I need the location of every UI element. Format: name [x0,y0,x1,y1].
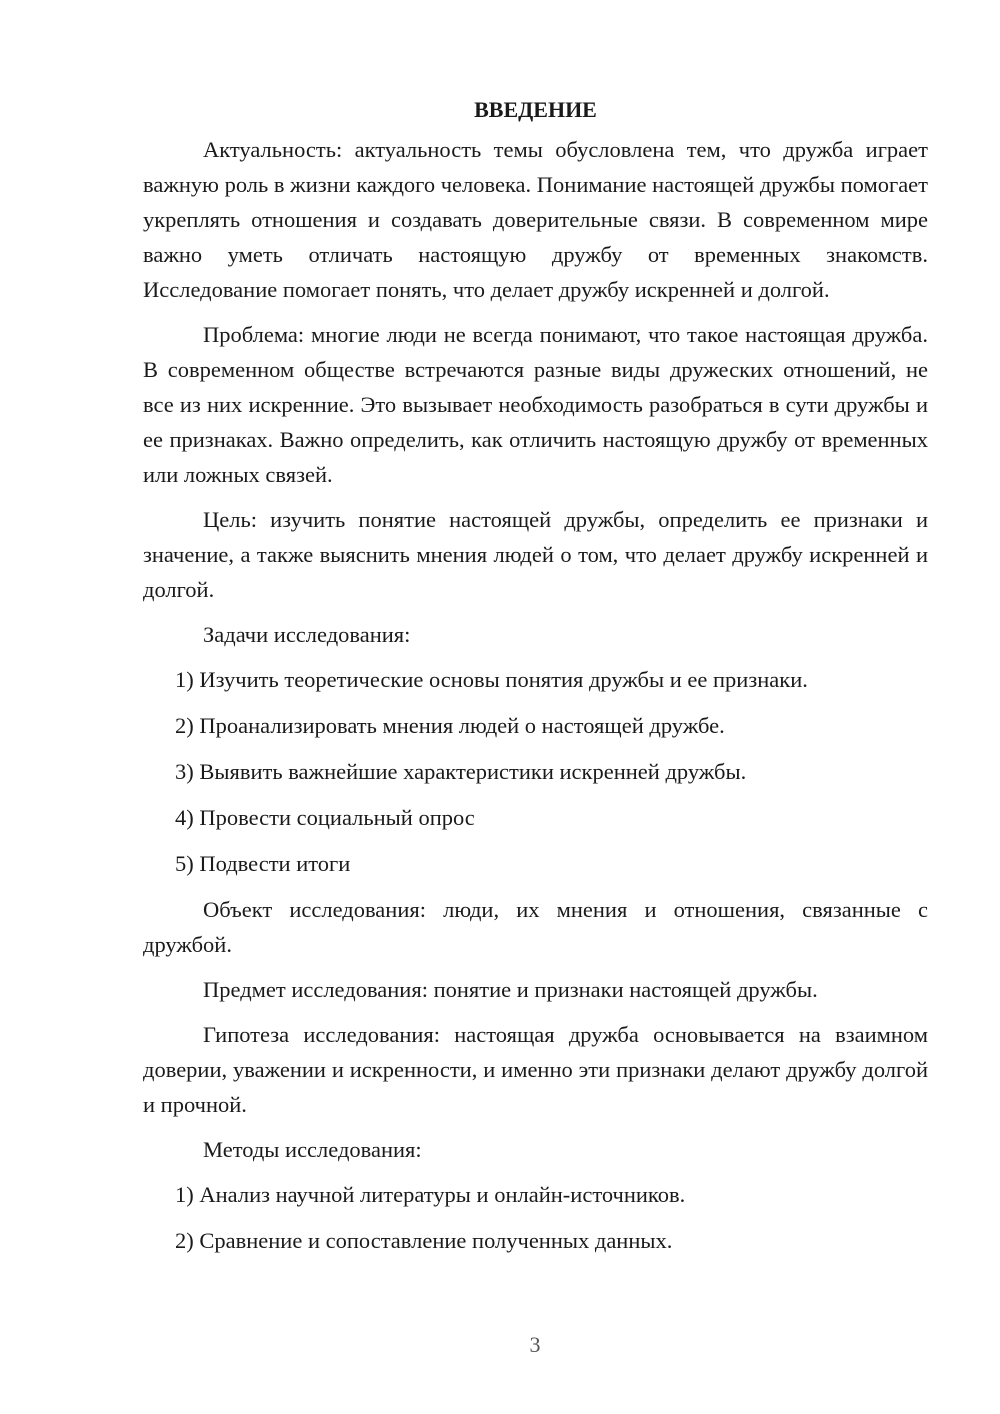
methods-heading: Методы исследования: [203,1137,422,1162]
document-page [143,92,928,1269]
list-item: 1) Изучить теоретические основы понятия дружбы и ее признаки. [175,667,808,692]
list-item: 2) Проанализировать мнения людей о настоящей дружбе. [175,713,725,738]
tasks-list [143,662,928,882]
methods-list [143,1177,928,1259]
problem-paragraph: Проблема: многие люди не всегда понимают, что такое настоящая дружба. В современном обществе встречаются разные виды дружеских отношений, не все из них искренние. Это вызывает необходимость разобраться в сути дружбы и ее признаках. Важно определить, как отличить настоящую дружбу от временных или ложных связей. [143,322,928,487]
list-item: 5) Подвести итоги [175,851,351,876]
object-paragraph: Объект исследования: люди, их мнения и отношения, связанные с дружбой. [143,897,928,957]
list-item: 4) Провести социальный опрос [175,805,475,830]
section-heading: ВВЕДЕНИЕ [474,97,597,122]
goal-paragraph: Цель: изучить понятие настоящей дружбы, определить ее признаки и значение, а также выяснить мнения людей о том, что делает дружбу искренней и долгой. [143,507,928,602]
hypothesis-paragraph: Гипотеза исследования: настоящая дружба основывается на взаимном доверии, уважении и искренности, и именно эти признаки делают дружбу долгой и прочной. [143,1022,928,1117]
relevance-paragraph: Актуальность: актуальность темы обусловлена тем, что дружба играет важную роль в жизни каждого человека. Понимание настоящей дружбы помогает укреплять отношения и создавать доверительные связи. В современном мире важно уметь отличать настоящую дружбу от временных знакомств. Исследование помогает понять, что делает дружбу искренней и долгой. [143,137,929,302]
list-item: 2) Сравнение и сопоставление полученных данных. [175,1228,673,1253]
subject-paragraph: Предмет исследования: понятие и признаки настоящей дружбы. [203,977,818,1002]
list-item: 3) Выявить важнейшие характеристики искренней дружбы. [175,759,747,784]
tasks-heading: Задачи исследования: [203,622,411,647]
page-number: 3 [529,1332,541,1357]
list-item: 1) Анализ научной литературы и онлайн-источников. [175,1182,686,1207]
